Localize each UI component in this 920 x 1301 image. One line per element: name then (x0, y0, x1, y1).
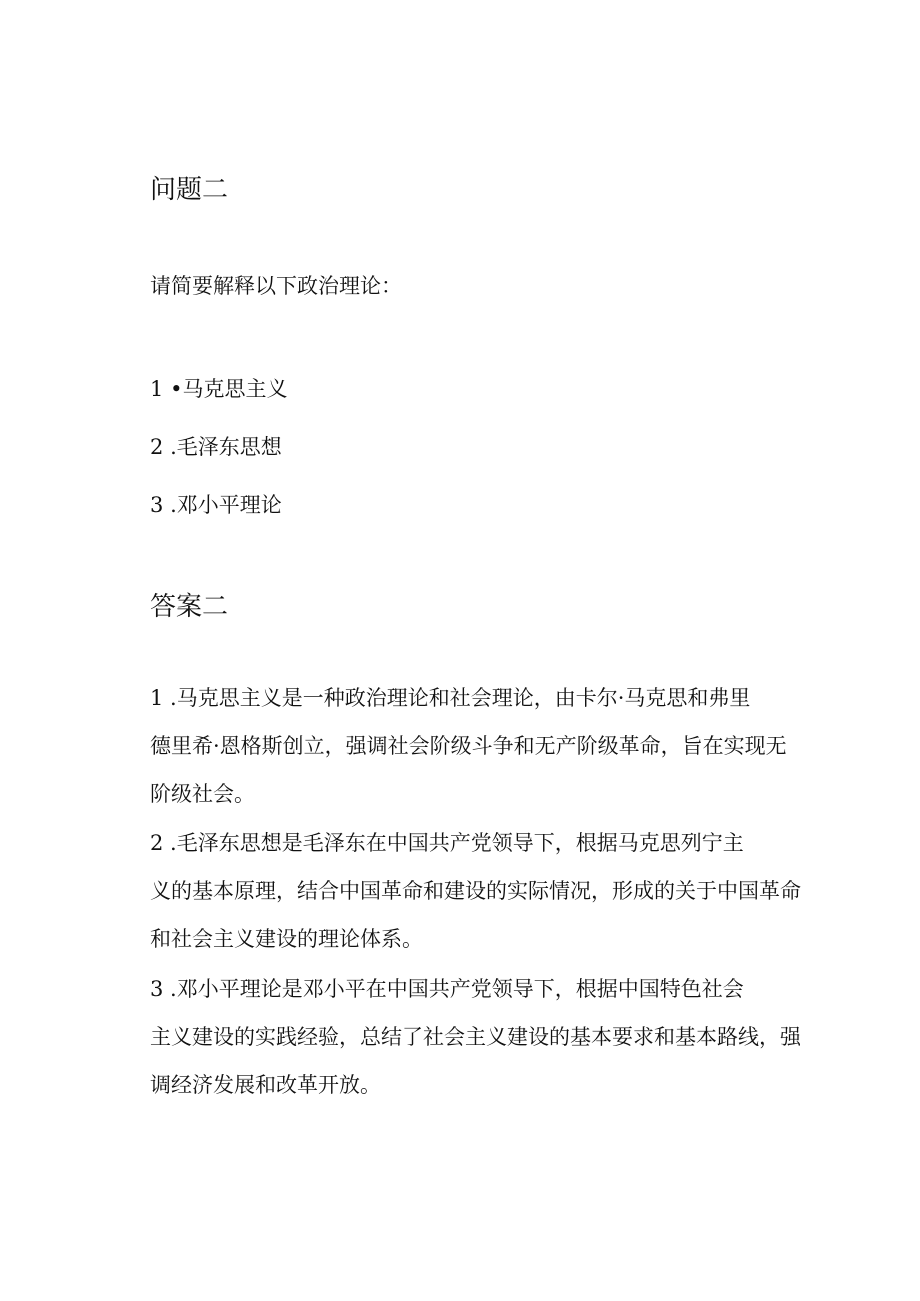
question-item-2 (150, 437, 282, 458)
answer-line: 主义建设的实践经验，总结了社会主义建设的基本要求和基本路线，强 (150, 1025, 801, 1049)
item-separator: . (170, 435, 177, 459)
item-number: 1 (150, 377, 164, 401)
question-item-1 (150, 379, 287, 400)
item-text: 毛泽东思想 (176, 435, 282, 459)
question-item-3 (150, 495, 282, 516)
answer-line: 阶级社会。 (150, 782, 255, 806)
item-separator: • (170, 377, 183, 401)
item-text: 邓小平理论 (176, 493, 282, 517)
answer-line: 和社会主义建设的理论体系。 (150, 927, 423, 951)
answer-line: 2 .毛泽东思想是毛泽东在中国共产党领导下，根据马克思列宁主 (150, 831, 744, 855)
answer-paragraph-3 (150, 965, 822, 1109)
answer-line: 3 .邓小平理论是邓小平在中国共产党领导下，根据中国特色社会 (150, 977, 744, 1001)
question-heading: 问题二 (150, 175, 229, 205)
answer-line: 义的基本原理，结合中国革命和建设的实际情况，形成的关于中国革命 (150, 879, 801, 903)
item-text: 马克思主义 (182, 377, 288, 401)
answer-line: 调经济发展和改革开放。 (150, 1073, 381, 1097)
question-intro: 请简要解释以下政治理论： (150, 274, 402, 298)
answer-line (150, 674, 822, 722)
answer-paragraph-1 (150, 674, 822, 818)
answer-heading: 答案二 (150, 592, 229, 622)
item-number: 3 (150, 493, 164, 517)
answer-line: 德里希·恩格斯创立，强调社会阶级斗争和无产阶级革命，旨在实现无 (150, 734, 787, 758)
item-separator: . (170, 493, 177, 517)
answer-paragraph-2 (150, 819, 822, 963)
item-number: 2 (150, 435, 164, 459)
answer-line-text: 1 .马克思主义是一种政治理论和社会理论，由卡尔·马克思和弗里 (150, 686, 751, 710)
